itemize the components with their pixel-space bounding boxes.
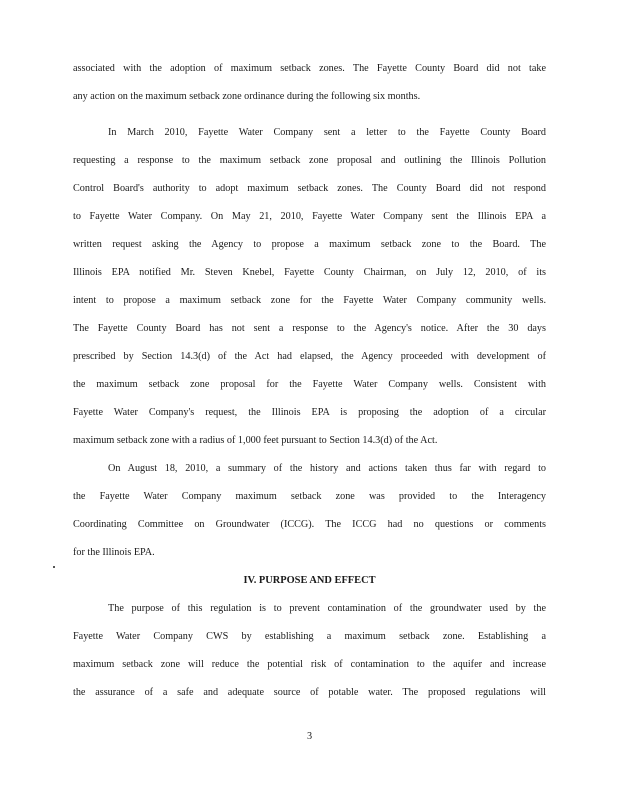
text-line: The purpose of this regulation is to prevent contamination of the groundwater used by the: [108, 603, 546, 614]
section-heading: IV. PURPOSE AND EFFECT: [243, 575, 376, 586]
text-line: maximum setback zone with a radius of 1,000 feet pursuant to Section 14.3(d) of the Act.: [73, 435, 438, 446]
text-line: maximum setback zone will reduce the potential risk of contamination to the aquifer and increase: [73, 659, 546, 670]
text-line: Control Board's authority to adopt maximum setback zones. The County Board did not respond: [73, 183, 546, 194]
page-number: 3: [306, 731, 313, 742]
text-line: In March 2010, Fayette Water Company sent a letter to the Fayette County Board: [108, 127, 546, 138]
text-line: requesting a response to the maximum setback zone proposal and outlining the Illinois Pollution: [73, 155, 546, 166]
text-line: Fayette Water Company CWS by establishing a maximum setback zone. Establishing a: [73, 631, 546, 642]
text-line: written request asking the Agency to propose a maximum setback zone to the Board. The: [73, 239, 546, 250]
text-line: associated with the adoption of maximum setback zones. The Fayette County Board did not take: [73, 63, 546, 74]
text-line: intent to propose a maximum setback zone for the Fayette Water Company community wells.: [73, 295, 546, 306]
text-line: Coordinating Committee on Groundwater (ICCG). The ICCG had no questions or comments: [73, 519, 546, 530]
text-line: the Fayette Water Company maximum setback zone was provided to the Interagency: [73, 491, 546, 502]
text-line: The Fayette County Board has not sent a response to the Agency's notice. After the 30 days: [73, 323, 546, 334]
text-line: prescribed by Section 14.3(d) of the Act had elapsed, the Agency proceeded with development of: [73, 351, 546, 362]
text-line: On August 18, 2010, a summary of the history and actions taken thus far with regard to: [108, 463, 546, 474]
text-line: to Fayette Water Company. On May 21, 2010, Fayette Water Company sent the Illinois EPA a: [73, 211, 546, 222]
text-line: Fayette Water Company's request, the Illinois EPA is proposing the adoption of a circular: [73, 407, 546, 418]
text-line: the assurance of a safe and adequate source of potable water. The proposed regulations will: [73, 687, 546, 698]
text-line: Illinois EPA notified Mr. Steven Knebel, Fayette County Chairman, on July 12, 2010, of its: [73, 267, 546, 278]
scan-speck: [53, 566, 55, 568]
text-line: any action on the maximum setback zone ordinance during the following six months.: [73, 91, 421, 102]
text-line: for the Illinois EPA.: [73, 547, 155, 558]
text-line: the maximum setback zone proposal for the Fayette Water Company wells. Consistent with: [73, 379, 546, 390]
